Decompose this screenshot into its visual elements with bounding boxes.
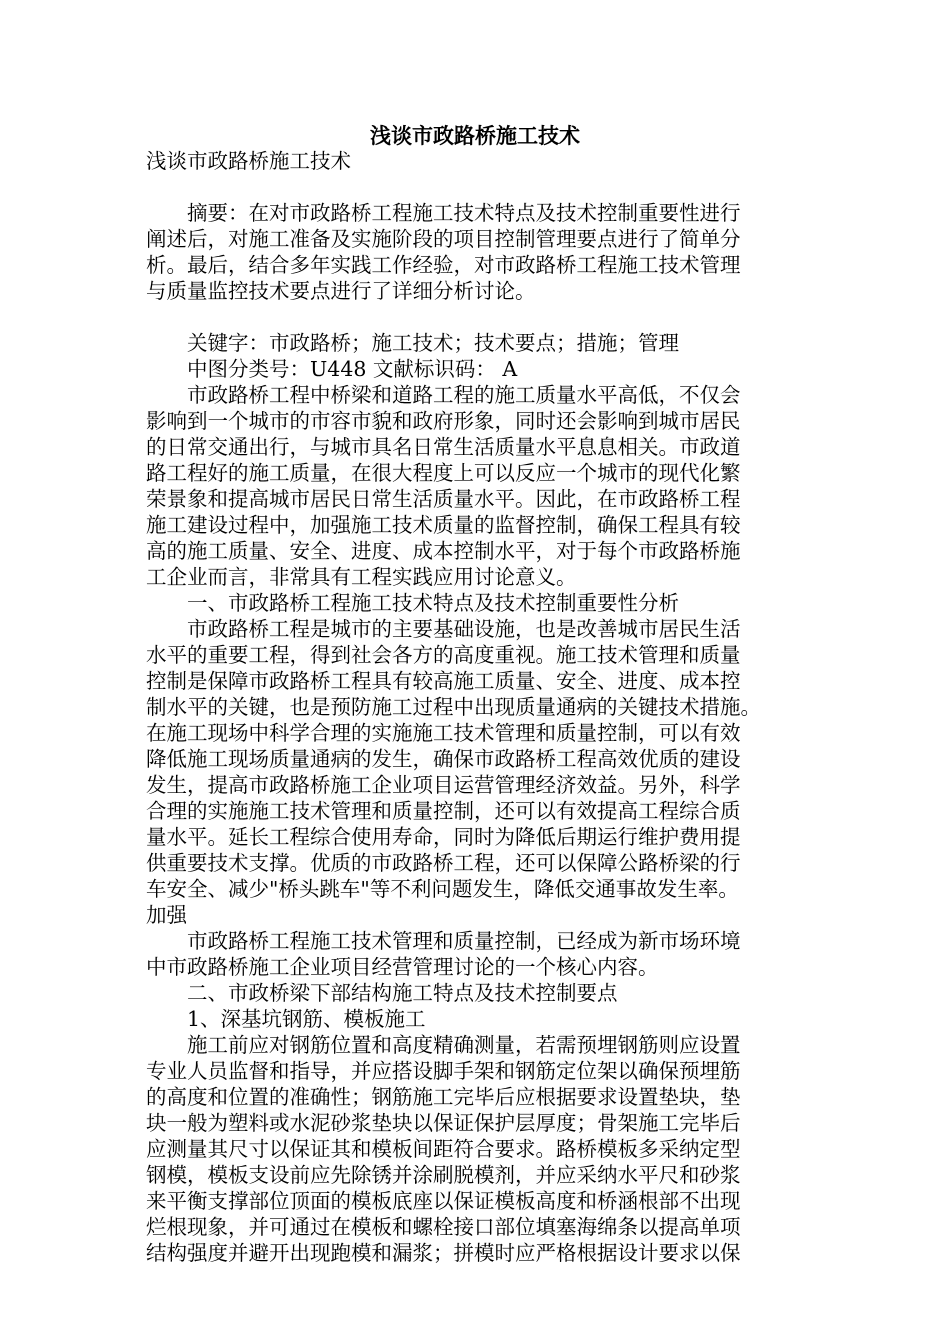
text-line: 发生，提高市政路桥施工企业项目运营管理经济效益。另外，科学 — [146, 773, 741, 797]
blank-line — [146, 174, 808, 200]
text-line: 加强 — [146, 903, 187, 927]
text-line: 二、市政桥梁下部结构施工特点及技术控制要点 — [146, 981, 618, 1005]
text-line: 合理的实施施工技术管理和质量控制，还可以有效提高工程综合质 — [146, 799, 741, 823]
document-subtitle: 浅谈市政路桥施工技术 — [146, 149, 351, 173]
text-line: 的日常交通出行，与城市具名日常生活质量水平息息相关。市政道 — [146, 435, 741, 459]
text-line: 钢模，模板支设前应先除锈并涂刷脱模剂，并应采纳水平尺和砂浆 — [146, 1163, 741, 1187]
text-line: 量水平。延长工程综合使用寿命，同时为降低后期运行维护费用提 — [146, 825, 741, 849]
text-line: 路工程好的施工质量，在很大程度上可以反应一个城市的现代化繁 — [146, 461, 741, 485]
text-line: 中图分类号：U448 文献标识码： A — [146, 357, 518, 381]
text-line: 在施工现场中科学合理的实施施工技术管理和质量控制，可以有效 — [146, 721, 741, 745]
blank-line — [146, 304, 808, 330]
text-line: 析。最后，结合多年实践工作经验，对市政路桥工程施工技术管理 — [146, 253, 741, 277]
document-body — [146, 148, 808, 1266]
text-line: 的高度和位置的准确性；钢筋施工完毕后应根据要求设置垫块，垫 — [146, 1085, 741, 1109]
text-line: 关键字：市政路桥；施工技术；技术要点；措施；管理 — [146, 331, 679, 355]
text-line: 一、市政路桥工程施工技术特点及技术控制重要性分析 — [146, 591, 679, 615]
text-line: 水平的重要工程，得到社会各方的高度重视。施工技术管理和质量 — [146, 643, 741, 667]
text-line: 块一般为塑料或水泥砂浆垫块以保证保护层厚度；骨架施工完毕后 — [146, 1111, 741, 1135]
text-line: 市政路桥工程中桥梁和道路工程的施工质量水平高低，不仅会 — [146, 383, 741, 407]
text-line: 高的施工质量、安全、进度、成本控制水平，对于每个市政路桥施 — [146, 539, 741, 563]
text-line: 工企业而言，非常具有工程实践应用讨论意义。 — [146, 565, 577, 589]
text-line: 与质量监控技术要点进行了详细分析讨论。 — [146, 279, 536, 303]
text-line: 摘要：在对市政路桥工程施工技术特点及技术控制重要性进行 — [146, 201, 741, 225]
text-line: 专业人员监督和指导，并应搭设脚手架和钢筋定位架以确保预埋筋 — [146, 1059, 741, 1083]
text-line: 降低施工现场质量通病的发生，确保市政路桥工程高效优质的建设 — [146, 747, 741, 771]
text-line: 来平衡支撑部位顶面的模板底座以保证模板高度和桥涵根部不出现 — [146, 1189, 741, 1213]
text-line: 中市政路桥施工企业项目经营管理讨论的一个核心内容。 — [146, 955, 659, 979]
text-line: 荣景象和提高城市居民日常生活质量水平。因此，在市政路桥工程 — [146, 487, 741, 511]
text-line: 市政路桥工程是城市的主要基础设施，也是改善城市居民生活 — [146, 617, 741, 641]
text-line: 应测量其尺寸以保证其和模板间距符合要求。路桥模板多采纳定型 — [146, 1137, 741, 1161]
text-line: 影响到一个城市的市容市貌和政府形象，同时还会影响到城市居民 — [146, 409, 741, 433]
text-line: 1、深基坑钢筋、模板施工 — [146, 1007, 426, 1031]
text-line: 烂根现象，并可通过在模板和螺栓接口部位填塞海绵条以提高单项 — [146, 1215, 741, 1239]
text-line: 供重要技术支撑。优质的市政路桥工程，还可以保障公路桥梁的行 — [146, 851, 741, 875]
text-line: 车安全、减少"桥头跳车"等不利问题发生，降低交通事故发生率。 — [146, 877, 739, 901]
document-title: 浅谈市政路桥施工技术 — [370, 123, 580, 148]
text-line: 施工前应对钢筋位置和高度精确测量，若需预埋钢筋则应设置 — [146, 1033, 741, 1057]
text-line: 市政路桥工程施工技术管理和质量控制，已经成为新市场环境 — [146, 929, 741, 953]
text-line: 结构强度并避开出现跑模和漏浆；拼模时应严格根据设计要求以保 — [146, 1241, 741, 1265]
text-line: 制水平的关键，也是预防施工过程中出现质量通病的关键技术措施。 — [146, 695, 761, 719]
text-line: 阐述后，对施工准备及实施阶段的项目控制管理要点进行了简单分 — [146, 227, 741, 251]
text-line: 施工建设过程中，加强施工技术质量的监督控制，确保工程具有较 — [146, 513, 741, 537]
text-line: 控制是保障市政路桥工程具有较高施工质量、安全、进度、成本控 — [146, 669, 741, 693]
